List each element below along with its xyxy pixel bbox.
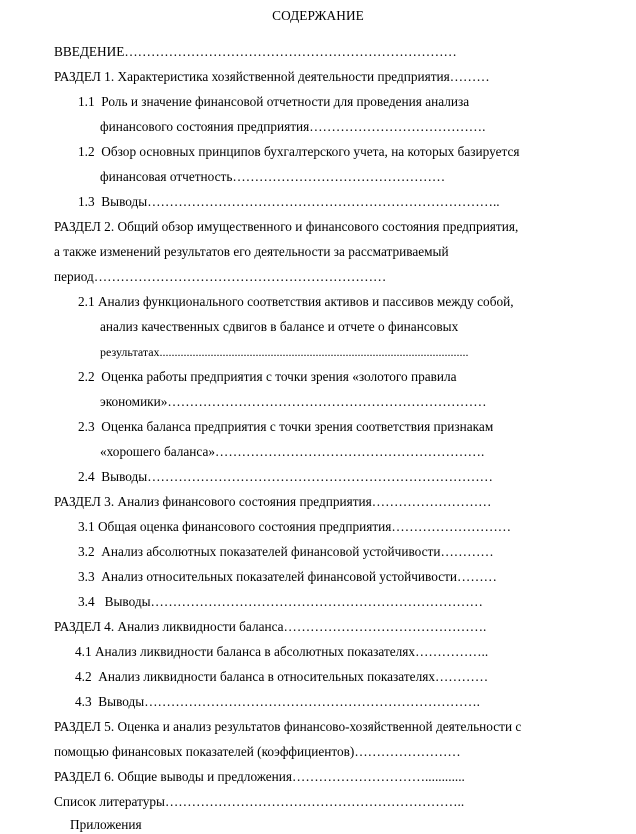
toc-entry-2-1-cont: анализ качественных сдвигов в балансе и отчете о финансовых [100,319,459,334]
toc-entry-1-3: 1.3 Выводы…………………………………………………………………….. [78,194,500,209]
toc-entry-section-2-cont: а также изменений результатов его деятельности за рассматриваемый [54,244,449,259]
toc-entry-4-3: 4.3 Выводы…………………………………………………………………. [75,694,480,709]
toc-entry-section-5: РАЗДЕЛ 5. Оценка и анализ результатов финансово-хозяйственной деятельности с [54,719,522,734]
toc-entry-2-4: 2.4 Выводы…………………………………………………………………… [78,469,493,484]
toc-entry-1-2-cont: финансовая отчетность………………………………………… [100,169,446,184]
toc-entry-section-6: РАЗДЕЛ 6. Общие выводы и предложения…………………………............ [54,769,465,784]
toc-entry-2-2: 2.2 Оценка работы предприятия с точки зрения «золотого правила [78,369,457,384]
toc-entry-introduction: ВВЕДЕНИЕ………………………………………………………………… [54,44,457,59]
toc-entry-section-1: РАЗДЕЛ 1. Характеристика хозяйственной деятельности предприятия……… [54,69,490,84]
toc-entry-4-1: 4.1 Анализ ликвидности баланса в абсолютных показателях…………….. [75,644,489,659]
toc-entry-3-2: 3.2 Анализ абсолютных показателей финансовой устойчивости………… [78,544,494,559]
toc-entry-1-2: 1.2 Обзор основных принципов бухгалтерского учета, на которых базируется [78,144,520,159]
toc-entry-1-1-cont: финансового состояния предприятия…………………………………. [100,119,486,134]
page-title: СОДЕРЖАНИЕ [272,8,364,23]
toc-entry-appendices: Приложения [70,817,142,832]
toc-entry-2-3: 2.3 Оценка баланса предприятия с точки зрения соответствия признакам [78,419,494,434]
toc-entry-1-1: 1.1 Роль и значение финансовой отчетности для проведения анализа [78,94,470,109]
toc-entry-bibliography: Список литературы………………………………………………………….. [54,794,465,809]
toc-entry-3-4: 3.4 Выводы………………………………………………………………… [78,594,483,609]
toc-entry-section-5-cont: помощью финансовых показателей (коэффициентов)…………………… [54,744,461,759]
toc-entry-section-4: РАЗДЕЛ 4. Анализ ликвидности баланса………………………………………. [54,619,487,634]
toc-entry-3-1: 3.1 Общая оценка финансового состояния предприятия……………………… [78,519,512,534]
toc-entry-section-2: РАЗДЕЛ 2. Общий обзор имущественного и финансового состояния предприятия, [54,219,519,234]
toc-entry-2-1: 2.1 Анализ функционального соответствия активов и пассивов между собой, [78,294,514,309]
toc-entry-section-3: РАЗДЕЛ 3. Анализ финансового состояния предприятия……………………… [54,494,492,509]
toc-entry-2-2-cont: экономики»……………………………………………………………… [100,394,487,409]
toc-entry-section-2-cont2: период………………………………………………………… [54,269,387,284]
toc-entry-3-3: 3.3 Анализ относительных показателей финансовой устойчивости……… [78,569,497,584]
toc-entry-4-2: 4.2 Анализ ликвидности баланса в относительных показателях………… [75,669,489,684]
toc-entry-2-3-cont: «хорошего баланса»……………………………………………………. [100,444,485,459]
toc-entry-2-1-cont2: результатах....................................................................................................... [100,345,469,359]
